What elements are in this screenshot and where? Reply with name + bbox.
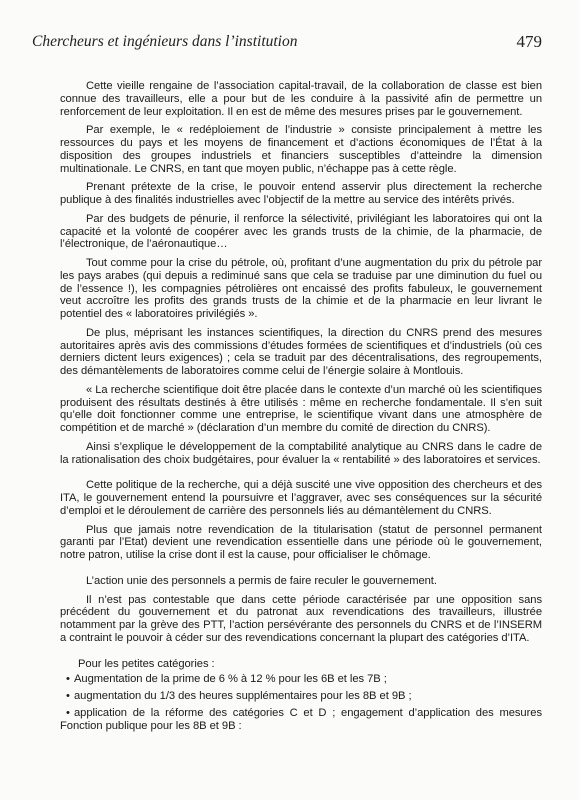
paragraph: Tout comme pour la crise du pétrole, où, profitant d’une augmentation du prix du pétrole par les pays arabes (qui depuis a rediminué sans que cela se traduise par une diminution du fuel ou de l’essence !), les compagnies pétrolières ont encaissé des profits fabuleux, le gouvernement veut accroître les profits des grands trusts de la chimie et de la pharmacie en leur livrant le potentiel des « laboratoires privilégiés ». bbox=[60, 257, 542, 320]
page-body bbox=[60, 80, 542, 736]
bullet-list bbox=[60, 673, 542, 732]
page-number: 479 bbox=[516, 32, 542, 51]
running-title: Chercheurs et ingénieurs dans l’institution bbox=[32, 33, 298, 50]
paragraph: De plus, méprisant les instances scientifiques, la direction du CNRS prend des mesures autoritaires après avis des commissions d’études formées de scientifiques et d’industriels (où ces derniers dictent leurs exigences) ; cela se traduit par des décentralisations, des regroupements, des démantèlements de laboratoires comme celui de l’énergie solaire à Montlouis. bbox=[60, 326, 542, 377]
bullet-icon: • bbox=[66, 690, 70, 702]
running-header bbox=[32, 33, 542, 57]
paragraph: Cette politique de la recherche, qui a déjà suscité une vive opposition des chercheurs et des ITA, le gouvernement entend la poursuivre et l’aggraver, avec ses conséquences sur la sécurité d’emploi et le déroulement de carrière des personnels liés au démantèlement du CNRS. bbox=[60, 479, 542, 517]
paragraph: L’action unie des personnels a permis de faire reculer le gouvernement. bbox=[86, 574, 437, 587]
paragraph: Plus que jamais notre revendication de la titularisation (statut de personnel permanent garanti par l’Etat) devient une revendication essentielle dans une période où le gouvernement, notre patron, utilise la crise dont il est la cause, pour officialiser le chômage. bbox=[60, 523, 542, 561]
paragraph: Ainsi s’explique le développement de la comptabilité analytique au CNRS dans le cadre de la rationalisation des choix budgétaires, pour évaluer la « rentabilité » des laboratoires et services. bbox=[60, 440, 542, 466]
paragraph: Cette vieille rengaine de l’association capital-travail, de la collaboration de classe est bien connue des travailleurs, elle a pour but de les conduire à la passivité afin de permettre un renforcement de leur exploitation. Il en est de même des mesures prises par le gouvernement. bbox=[60, 80, 542, 118]
paragraph: « La recherche scientifique doit être placée dans le contexte d’un marché où les scientifiques produisent des résultats destinés à être utilisés : même en recherche fondamentale. Il s’en suit qu’elle doit fonctionner comme une entreprise, le scientifique vivant dans une atmosphère de compétition et de marché » (déclaration d’un membre du comité de direction du CNRS). bbox=[60, 383, 542, 434]
paragraph: Par exemple, le « redéploiement de l’industrie » consiste principalement à mettre les ressources du pays et les moyens de financement et d’actions économiques de l’État à la disposition des groupes industriels et financiers susceptibles d’atteindre la dimension multinationale. Le CNRS, en tant que moyen public, n’échappe pas à cette règle. bbox=[60, 124, 542, 175]
paragraph: Par des budgets de pénurie, il renforce la sélectivité, privilégiant les laboratoires qui ont la capacité et la volonté de coopérer avec les grands trusts de la chimie, de la pharmacie, de l’électronique, de l’aéronautique… bbox=[60, 212, 542, 251]
list-item: • application de la réforme des catégories C et D ; engagement d’application des mesures Fonction publique pour les 8B et 9B : bbox=[60, 706, 542, 732]
paragraph: Prenant prétexte de la crise, le pouvoir entend asservir plus directement la recherche publique à des finalités industrielles avec l’objectif de la mettre au service des intérêts privés. bbox=[60, 181, 542, 206]
paragraph: Il n’est pas contestable que dans cette période caractérisée par une opposition sans précédent du gouvernement et du patronat aux revendications des travailleurs, illustrée notamment par la grève des PTT, l’action persévérante des personnels du CNRS et de l’INSERM a contraint le pouvoir à céder sur des revendications concernant la plupart des catégories d’ITA. bbox=[60, 593, 542, 644]
paragraph: Pour les petites catégories : bbox=[78, 657, 215, 670]
list-item: • augmentation du 1/3 des heures supplémentaires pour les 8B et 9B ; bbox=[66, 690, 412, 702]
bullet-icon: • bbox=[66, 673, 70, 686]
bullet-icon: • bbox=[66, 706, 70, 719]
list-item: • Augmentation de la prime de 6 % à 12 % pour les 6B et les 7B ; bbox=[66, 673, 387, 686]
